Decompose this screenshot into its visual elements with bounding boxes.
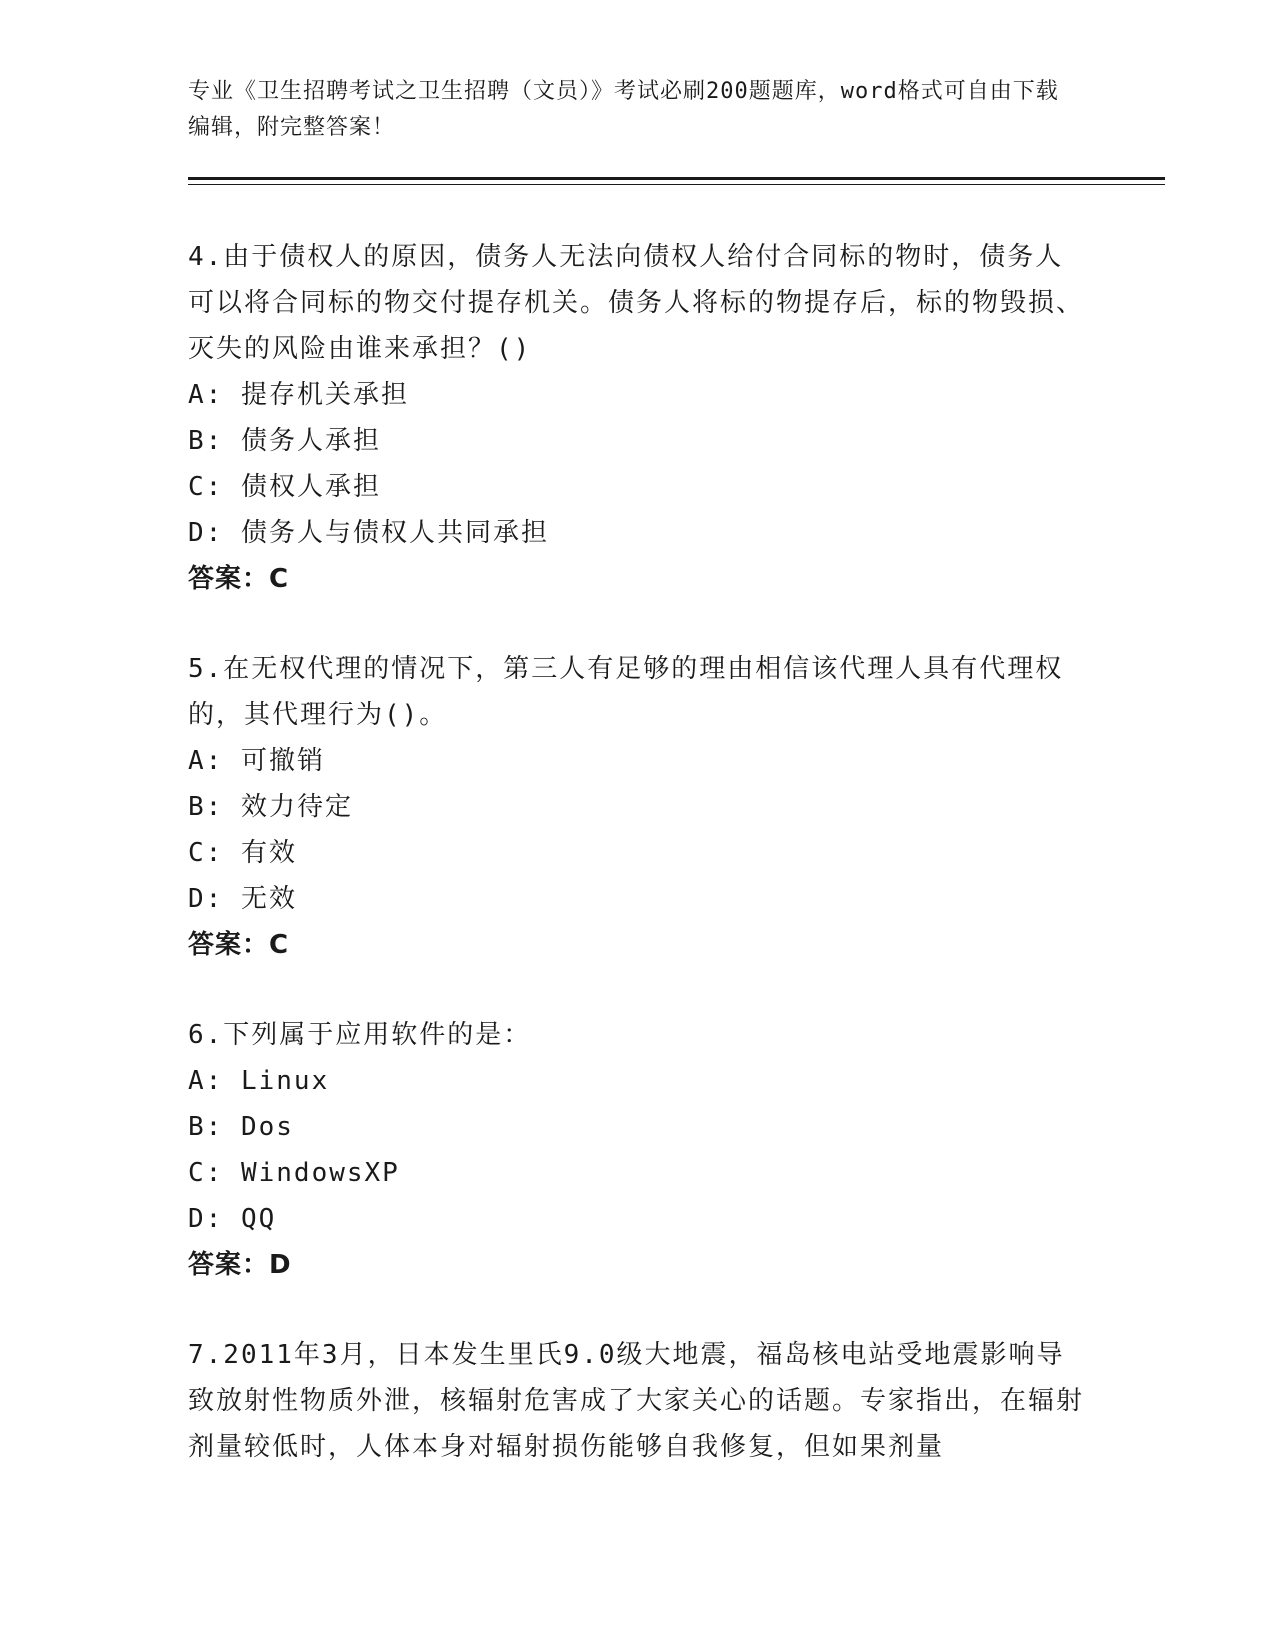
option-d: D: 无效 [188, 884, 297, 914]
answer: 答案：C [188, 930, 290, 960]
option-b: B: 债务人承担 [188, 426, 381, 456]
header-rule-thick [188, 177, 1165, 180]
question-text: 6.下列属于应用软件的是： [188, 1020, 532, 1050]
document-title: 专业《卫生招聘考试之卫生招聘（文员）》考试必刷200题题库，word格式可自由下载编辑，附完整答案！ [188, 79, 1059, 140]
option-c: C: WindowsXP [188, 1158, 400, 1188]
option-d: D: QQ [188, 1204, 277, 1234]
option-a: A: Linux [188, 1066, 330, 1096]
document-header [188, 74, 1068, 146]
answer: 答案：C [188, 564, 290, 594]
option-a: A: 提存机关承担 [188, 380, 409, 410]
option-b: B: 效力待定 [188, 792, 353, 822]
option-b: B: Dos [188, 1112, 294, 1142]
option-d: D: 债务人与债权人共同承担 [188, 518, 549, 548]
question-text: 5.在无权代理的情况下，第三人有足够的理由相信该代理人具有代理权的，其代理行为()。 [188, 654, 1064, 730]
question-7 [188, 1332, 1088, 1470]
option-a: A: 可撤销 [188, 746, 325, 776]
option-c: C: 有效 [188, 838, 297, 868]
header-rule-thin [188, 184, 1165, 185]
option-c: C: 债权人承担 [188, 472, 381, 502]
question-4 [188, 234, 1088, 602]
question-5 [188, 646, 1088, 968]
question-text: 7.2011年3月，日本发生里氏9.0级大地震，福岛核电站受地震影响导致放射性物质外泄，核辐射危害成了大家关心的话题。专家指出，在辐射剂量较低时，人体本身对辐射损伤能够自我修复，但如果剂量 [188, 1340, 1085, 1462]
question-list [188, 234, 1088, 1514]
answer: 答案：D [188, 1250, 292, 1280]
question-text: 4.由于债权人的原因，债务人无法向债权人给付合同标的物时，债务人可以将合同标的物交付提存机关。债务人将标的物提存后，标的物毁损、灭失的风险由谁来承担？() [188, 242, 1085, 364]
question-6 [188, 1012, 1088, 1288]
